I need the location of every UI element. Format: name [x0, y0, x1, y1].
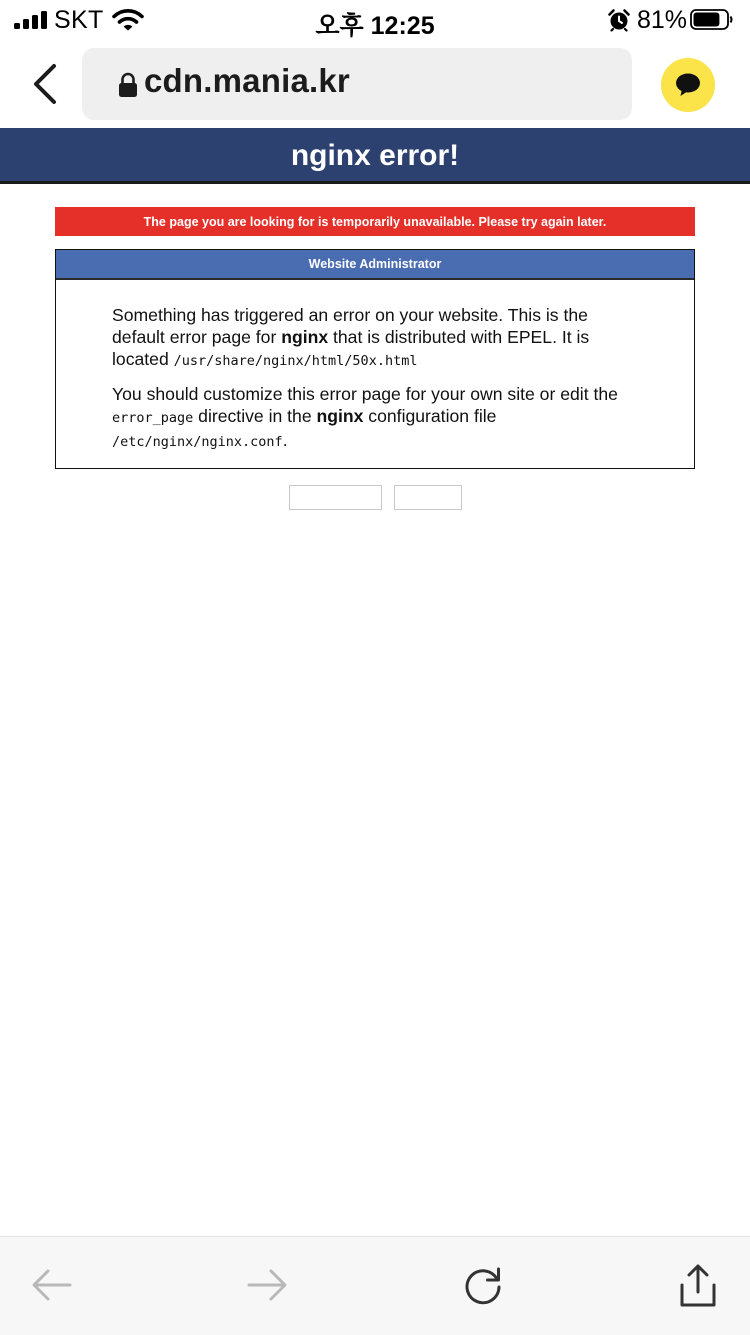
text-segment: that is distributed with EPEL. It is located — [112, 327, 590, 369]
status-bar — [0, 0, 750, 40]
config-file-path: /etc/nginx/nginx.conf — [112, 434, 283, 450]
text-segment: . — [282, 430, 288, 450]
carrier-name: SKT — [54, 6, 104, 34]
url-text: cdn.mania.kr — [144, 62, 350, 99]
speech-bubble-icon — [674, 72, 702, 98]
text-segment: configuration file — [363, 406, 497, 426]
alarm-icon — [607, 8, 631, 32]
epel-badge[interactable] — [394, 485, 462, 510]
powered-by-badge[interactable] — [289, 485, 382, 510]
text-segment: You should customize this error page for your own site or edit the — [112, 384, 618, 404]
error-description — [112, 304, 638, 372]
nginx-emphasis: nginx — [281, 327, 329, 347]
admin-box-header: Website Administrator — [56, 250, 694, 280]
nav-forward-button[interactable] — [243, 1261, 291, 1309]
admin-box-body — [56, 280, 694, 453]
battery-percentage: 81% — [637, 6, 688, 34]
back-button[interactable] — [22, 60, 66, 108]
lock-icon — [118, 72, 138, 98]
text-segment: directive in the — [193, 406, 317, 426]
page-banner — [0, 128, 750, 184]
directive-name: error_page — [112, 410, 194, 426]
share-icon — [676, 1262, 720, 1308]
battery-icon — [690, 9, 733, 30]
kakaotalk-share-button[interactable] — [661, 58, 715, 112]
chevron-left-icon — [30, 62, 58, 106]
reload-button[interactable] — [459, 1261, 507, 1309]
page-title: nginx error! — [290, 139, 460, 172]
arrow-left-icon — [30, 1265, 74, 1305]
status-time: 오후 12:25 — [315, 12, 435, 40]
reload-icon — [461, 1263, 505, 1307]
error-alert: The page you are looking for is temporarily unavailable. Please try again later. — [55, 207, 695, 236]
customization-hint — [112, 383, 638, 453]
share-button[interactable] — [674, 1261, 722, 1309]
text-segment: Something has triggered an error on your website. This is the default error page for — [112, 305, 588, 347]
admin-message-box — [55, 249, 695, 469]
browser-header — [0, 40, 750, 128]
browser-toolbar — [0, 1236, 750, 1335]
arrow-right-icon — [245, 1265, 289, 1305]
error-page-path: /usr/share/nginx/html/50x.html — [173, 353, 418, 369]
nav-back-button[interactable] — [28, 1261, 76, 1309]
address-bar[interactable] — [82, 48, 632, 120]
nginx-emphasis: nginx — [316, 406, 364, 426]
